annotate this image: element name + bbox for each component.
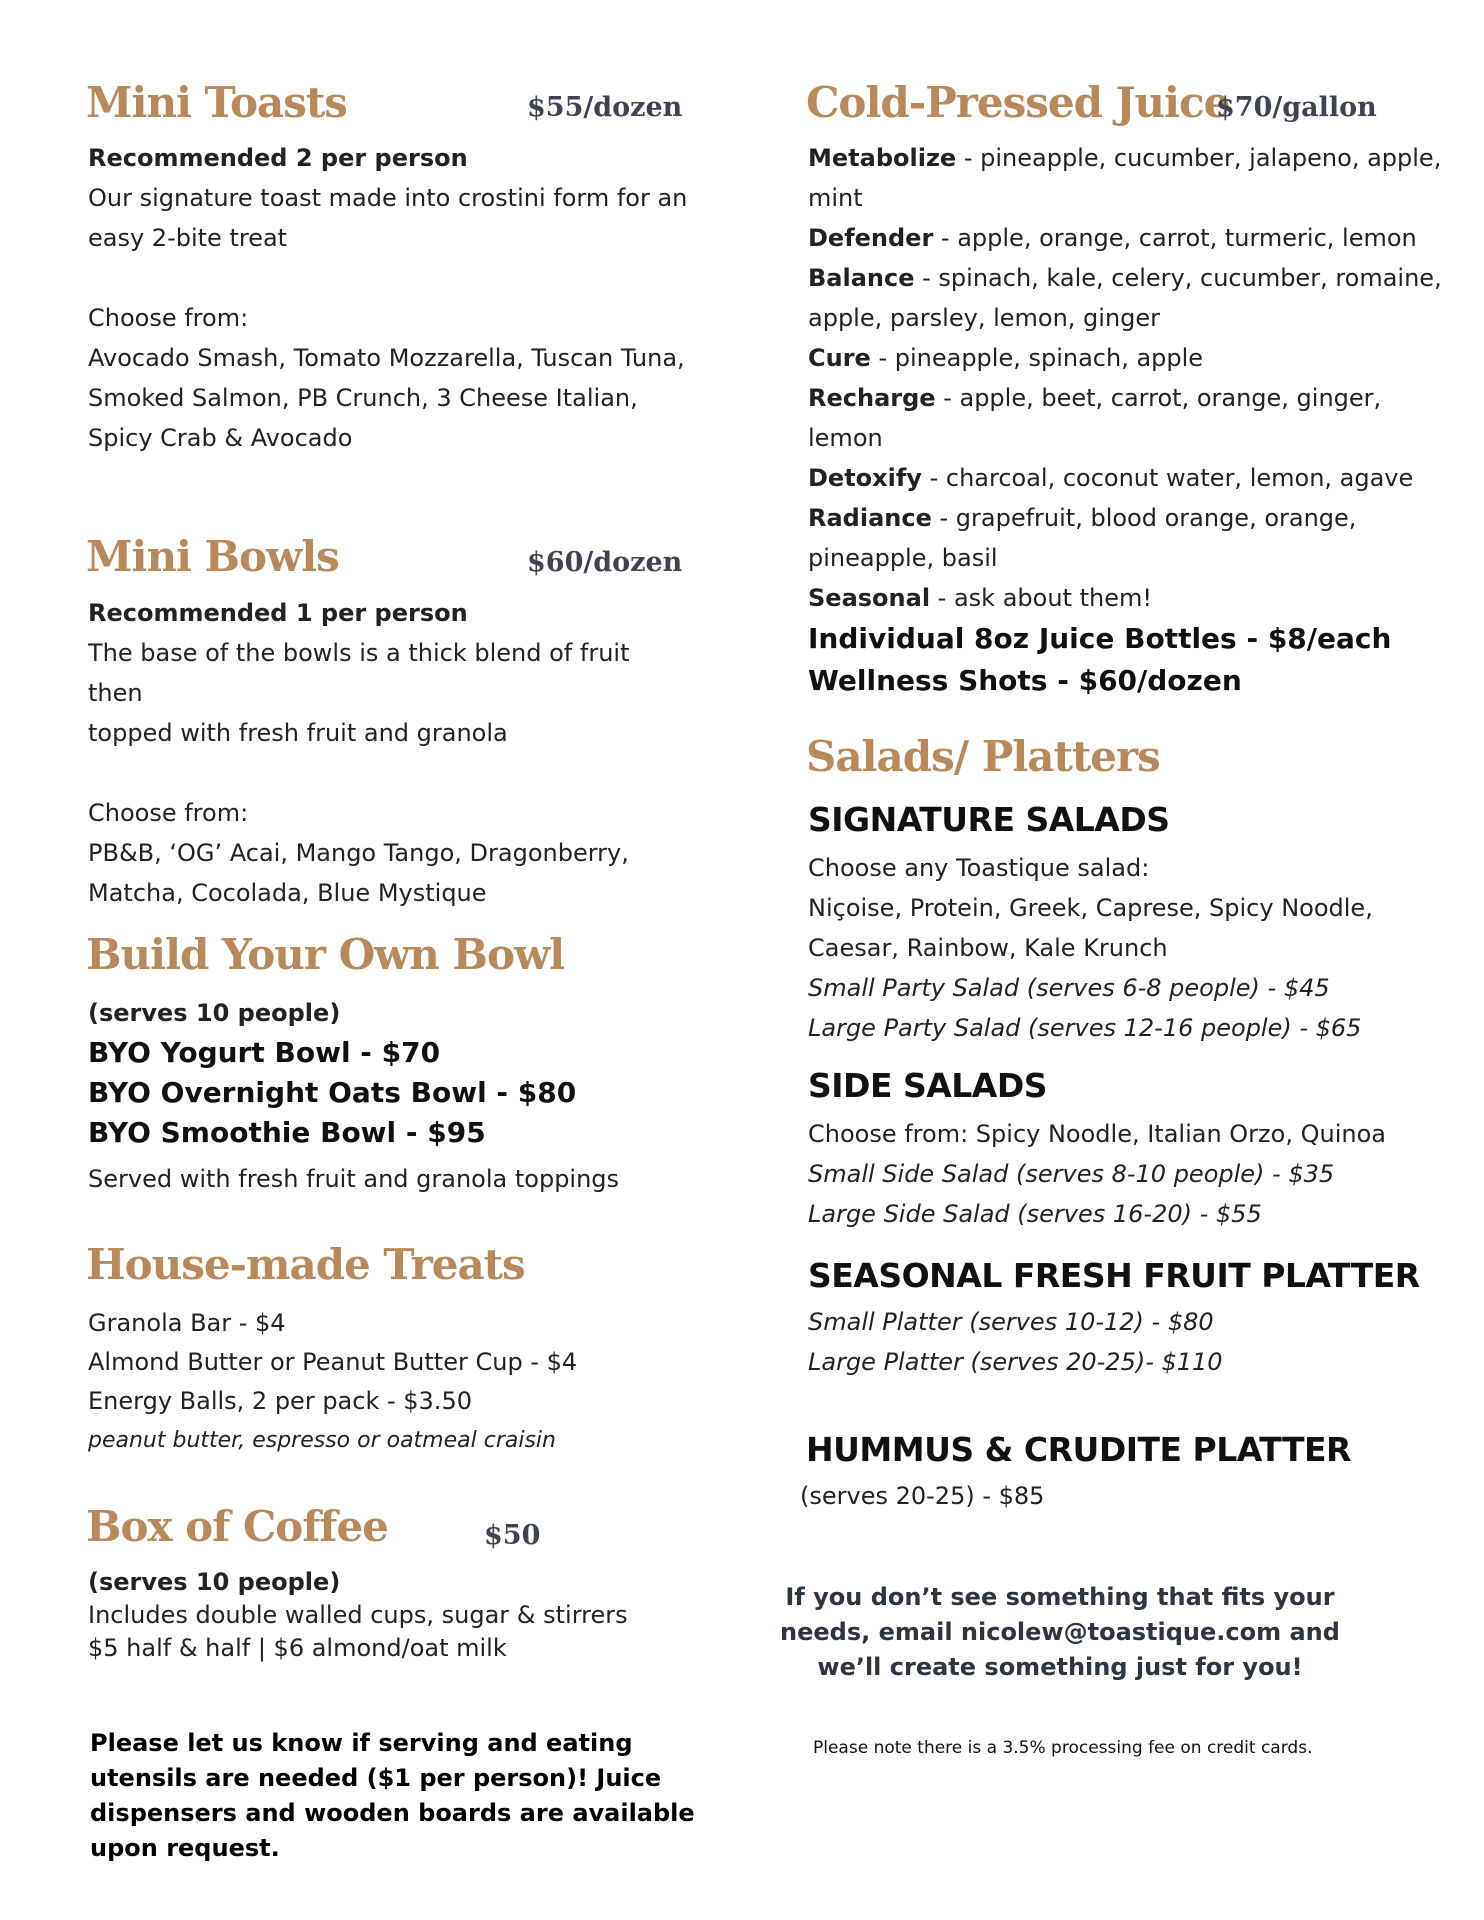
- juice-price: $70/gallon: [1216, 92, 1377, 123]
- signature-options-1: Niçoise, Protein, Greek, Caprese, Spicy Noodle,: [808, 894, 1373, 922]
- treats-title: House-made Treats: [86, 1240, 525, 1289]
- mini-toasts-block: [88, 138, 688, 458]
- mini-toasts-desc-2: easy 2-bite treat: [88, 224, 288, 252]
- fruit-small: Small Platter (serves 10-12) - $80: [808, 1308, 1214, 1336]
- coffee-price: $50: [484, 1520, 541, 1551]
- signature-salads-block: [808, 848, 1448, 1048]
- fruit-large: Large Platter (serves 20-25)- $110: [808, 1348, 1223, 1376]
- byo-bowl-title: Build Your Own Bowl: [86, 930, 565, 979]
- side-salads-block: [808, 1114, 1448, 1234]
- treats-item-energy: Energy Balls, 2 per pack - $3.50: [88, 1387, 472, 1415]
- side-choose: Choose from: Spicy Noodle, Italian Orzo, Quinoa: [808, 1120, 1386, 1148]
- fruit-platter-heading: SEASONAL FRESH FRUIT PLATTER: [808, 1256, 1420, 1295]
- coffee-serves: (serves 10 people): [88, 1568, 341, 1596]
- juice-flavor-name: Balance: [808, 264, 915, 292]
- coffee-title: Box of Coffee: [86, 1502, 388, 1551]
- side-salads-heading: SIDE SALADS: [808, 1066, 1048, 1105]
- signature-salads-heading: SIGNATURE SALADS: [808, 800, 1170, 839]
- signature-small: Small Party Salad (serves 6-8 people) - $45: [808, 974, 1330, 1002]
- juice-flavor-ingredients-cont: apple, parsley, lemon, ginger: [808, 304, 1161, 332]
- hummus-platter-heading: HUMMUS & CRUDITE PLATTER: [806, 1430, 1351, 1469]
- mini-bowls-price: $60/dozen: [527, 547, 683, 578]
- juice-flavor-ingredients: - apple, beet, carrot, orange, ginger,: [935, 384, 1382, 412]
- mini-bowls-recommended: Recommended 1 per person: [88, 599, 468, 627]
- custom-order-cta: [780, 1580, 1340, 1685]
- coffee-addons: $5 half & half | $6 almond/oat milk: [88, 1634, 507, 1662]
- juice-flavor-cure: [808, 338, 1448, 378]
- juice-flavor-balance: [808, 258, 1448, 298]
- processing-fee-note: Please note there is a 3.5% processing fee on credit cards.: [813, 1738, 1313, 1758]
- byo-serves: (serves 10 people): [88, 999, 341, 1027]
- juice-flavors-list: [808, 138, 1448, 702]
- mini-toasts-title: Mini Toasts: [86, 78, 347, 127]
- mini-bowls-desc-2: topped with fresh fruit and granola: [88, 719, 508, 747]
- mini-toasts-options-3: Spicy Crab & Avocado: [88, 424, 353, 452]
- mini-toasts-desc-1: Our signature toast made into crostini form for an: [88, 184, 688, 212]
- juice-flavor-name: Seasonal: [808, 584, 931, 612]
- wellness-shots: Wellness Shots - $60/dozen: [808, 664, 1242, 697]
- juice-flavor-name: Radiance: [808, 504, 932, 532]
- salads-title: Salads/ Platters: [806, 732, 1160, 781]
- coffee-block: [88, 1566, 708, 1665]
- treats-item-granola: Granola Bar - $4: [88, 1309, 286, 1337]
- byo-bowl-block: [88, 993, 708, 1199]
- juice-flavor-ingredients-cont: pineapple, basil: [808, 544, 998, 572]
- juice-title: Cold-Pressed Juice: [806, 78, 1230, 127]
- fruit-platter-block: [808, 1302, 1448, 1382]
- mini-bowls-block: [88, 593, 688, 913]
- utensils-note-line-3: dispensers and wooden boards are available: [90, 1799, 695, 1827]
- cta-line-1: If you don’t see something that fits your: [785, 1583, 1335, 1611]
- mini-toasts-recommended: Recommended 2 per person: [88, 144, 468, 172]
- treats-item-cup: Almond Butter or Peanut Butter Cup - $4: [88, 1348, 578, 1376]
- mini-bowls-options-2: Matcha, Cocolada, Blue Mystique: [88, 879, 487, 907]
- treats-block: [88, 1304, 708, 1460]
- juice-flavor-radiance: [808, 498, 1448, 538]
- juice-flavor-ingredients: - apple, orange, carrot, turmeric, lemon: [933, 224, 1417, 252]
- utensils-note-line-2: utensils are needed ($1 per person)! Juice: [90, 1764, 662, 1792]
- juice-flavor-recharge: [808, 378, 1448, 418]
- juice-flavor-seasonal: [808, 578, 1448, 618]
- juice-flavor-name: Metabolize: [808, 144, 957, 172]
- coffee-includes: Includes double walled cups, sugar & stirrers: [88, 1601, 628, 1629]
- byo-item-smoothie: BYO Smoothie Bowl - $95: [88, 1116, 486, 1149]
- mini-toasts-choose-label: Choose from:: [88, 304, 249, 332]
- utensils-note: [90, 1726, 710, 1866]
- byo-item-oats: BYO Overnight Oats Bowl - $80: [88, 1076, 577, 1109]
- mini-toasts-options-2: Smoked Salmon, PB Crunch, 3 Cheese Italian,: [88, 384, 638, 412]
- juice-flavor-ingredients: - pineapple, spinach, apple: [870, 344, 1204, 372]
- byo-note: Served with fresh fruit and granola toppings: [88, 1165, 620, 1193]
- juice-flavor-ingredients-cont: mint: [808, 184, 863, 212]
- juice-flavor-defender: [808, 218, 1448, 258]
- treats-flavors: peanut butter, espresso or oatmeal craisin: [88, 1428, 556, 1453]
- cta-line-3: we’ll create something just for you!: [817, 1653, 1303, 1681]
- mini-toasts-price: $55/dozen: [527, 92, 683, 123]
- juice-flavor-ingredients: - grapefruit, blood orange, orange,: [931, 504, 1357, 532]
- hummus-detail: (serves 20-25) - $85: [800, 1482, 1045, 1510]
- mini-bowls-choose-label: Choose from:: [88, 799, 249, 827]
- byo-item-yogurt: BYO Yogurt Bowl - $70: [88, 1036, 441, 1069]
- juice-flavor-name: Cure: [808, 344, 871, 372]
- juice-flavor-ingredients-cont: lemon: [808, 424, 883, 452]
- signature-intro: Choose any Toastique salad:: [808, 854, 1150, 882]
- juice-flavor-ingredients: - ask about them!: [930, 584, 1152, 612]
- utensils-note-line-4: upon request.: [90, 1834, 280, 1862]
- mini-bowls-title: Mini Bowls: [86, 532, 339, 581]
- juice-flavor-ingredients: - spinach, kale, celery, cucumber, romaine,: [914, 264, 1442, 292]
- juice-flavor-metabolize: [808, 138, 1448, 178]
- mini-toasts-options-1: Avocado Smash, Tomato Mozzarella, Tuscan Tuna,: [88, 344, 685, 372]
- utensils-note-line-1: Please let us know if serving and eating: [90, 1729, 633, 1757]
- side-small: Small Side Salad (serves 8-10 people) - $35: [808, 1160, 1335, 1188]
- signature-large: Large Party Salad (serves 12-16 people) - $65: [808, 1014, 1362, 1042]
- cta-line-2: needs, email nicolew@toastique.com and: [780, 1618, 1340, 1646]
- mini-bowls-desc-1: The base of the bowls is a thick blend of fruit then: [88, 639, 630, 707]
- juice-flavor-name: Recharge: [808, 384, 936, 412]
- juice-flavor-detoxify: [808, 458, 1448, 498]
- mini-bowls-options-1: PB&B, ‘OG’ Acai, Mango Tango, Dragonberry,: [88, 839, 629, 867]
- juice-flavor-ingredients: - pineapple, cucumber, jalapeno, apple,: [956, 144, 1442, 172]
- juice-flavor-name: Detoxify: [808, 464, 922, 492]
- juice-bottles: Individual 8oz Juice Bottles - $8/each: [808, 622, 1392, 655]
- juice-flavor-name: Defender: [808, 224, 934, 252]
- juice-flavor-ingredients: - charcoal, coconut water, lemon, agave: [921, 464, 1414, 492]
- side-large: Large Side Salad (serves 16-20) - $55: [808, 1200, 1262, 1228]
- signature-options-2: Caesar, Rainbow, Kale Krunch: [808, 934, 1168, 962]
